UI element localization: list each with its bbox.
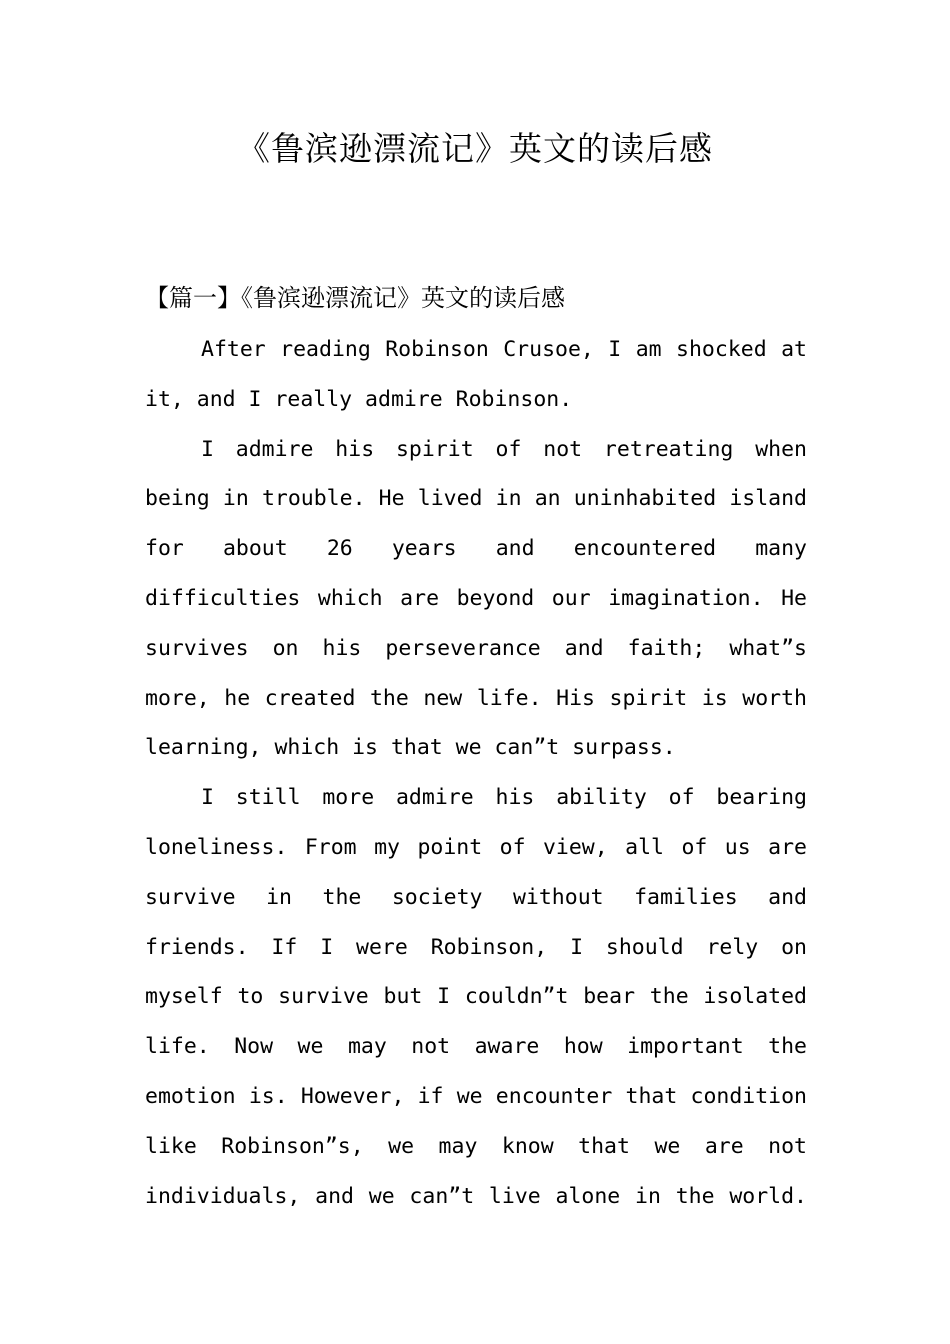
paragraph-line: friends. If I were Robinson, I should rely on xyxy=(145,934,807,960)
paragraph-line: myself to survive but I couldn”t bear the isolated xyxy=(145,984,807,1010)
paragraph-line: survives on his perseverance and faith; what”s xyxy=(145,635,807,661)
document-title: 《鲁滨逊漂流记》英文的读后感 xyxy=(237,129,713,168)
paragraph-line: it, and I really admire Robinson. xyxy=(145,386,573,412)
paragraph-line: difficulties which are beyond our imagination. He xyxy=(145,585,807,611)
paragraph-line: more, he created the new life. His spirit is worth xyxy=(145,685,807,711)
paragraph-line: being in trouble. He lived in an uninhabited island xyxy=(145,486,807,512)
paragraph-line: I admire his spirit of not retreating when xyxy=(201,436,807,462)
paragraph-1 xyxy=(145,325,807,425)
paragraph-line: survive in the society without families and xyxy=(145,884,807,910)
paragraph-line: for about 26 years and encountered many xyxy=(145,536,807,562)
section-heading: 【篇一】《鲁滨逊漂流记》英文的读后感 xyxy=(145,284,565,312)
paragraph-line: I still more admire his ability of bearing xyxy=(201,785,807,811)
paragraph-line: loneliness. From my point of view, all of us are xyxy=(145,834,807,860)
paragraph-line: individuals, and we can”t live alone in the world. xyxy=(145,1183,807,1209)
paragraph-line: emotion is. However, if we encounter that condition xyxy=(145,1083,807,1109)
paragraph-3 xyxy=(145,773,807,1221)
paragraph-2 xyxy=(145,425,807,774)
paragraph-line: After reading Robinson Crusoe, I am shocked at xyxy=(201,337,807,362)
document-body xyxy=(145,325,807,1221)
paragraph-line: like Robinson”s, we may know that we are not xyxy=(145,1133,807,1159)
paragraph-line: learning, which is that we can”t surpass. xyxy=(145,735,676,761)
paragraph-line: life. Now we may not aware how important the xyxy=(145,1034,807,1060)
